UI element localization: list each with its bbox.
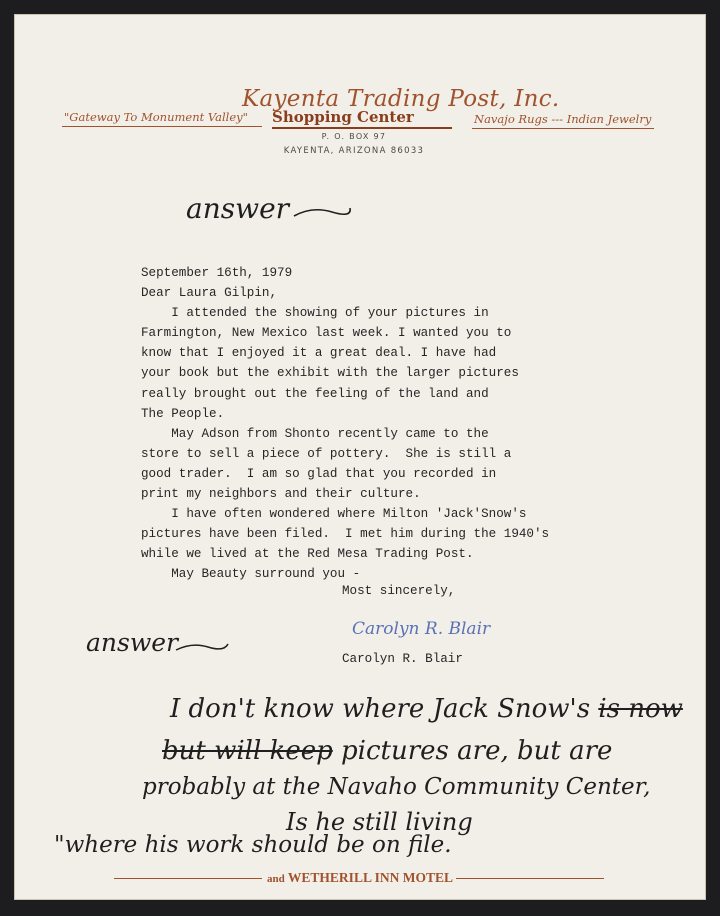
handwritten-answer-top: answer [186,192,290,225]
handwritten-answer-label: answer [86,628,178,657]
letter-line: print my neighbors and their culture. [141,487,421,502]
letter-body [141,263,549,585]
footer-motel: WETHERILL INN MOTEL [287,870,453,885]
reply-line-2 [162,736,612,766]
letterhead-center: Shopping Center [272,108,414,126]
reply-line-1 [170,694,683,724]
footer-rule-right [456,878,604,879]
letter-page [14,14,706,900]
letter-line: while we lived at the Red Mesa Trading Post. [141,547,474,562]
letter-line: good trader. I am so glad that you recorded in [141,466,497,481]
reply-line-1-struck: is now [598,694,683,724]
reply-line-2-struck: but will keep [162,736,333,766]
letter-line: The People. [141,406,225,421]
reply-line-4: Is he still living [286,808,473,836]
letter-date: September 16th, 1979 [141,266,293,280]
answer-flourish [292,202,352,222]
reply-line-1-text: I don't know where Jack Snow's [170,694,591,724]
letter-line: Farmington, New Mexico last week. I wanted you to [141,326,512,341]
reply-line-5: "where his work should be on file. [54,832,452,858]
letter-line: May Adson from Shonto recently came to the [141,426,489,441]
reply-line-3: probably at the Navaho Community Center, [142,774,651,800]
answer-flourish-2 [174,638,230,656]
letter-line: your book but the exhibit with the larger pictures [141,366,519,381]
letterhead-rule-right [472,128,654,129]
letterhead-rule-left [62,126,262,127]
letter-line: know that I enjoyed it a great deal. I have had [141,346,497,361]
letterhead-city: KAYENTA, ARIZONA 86033 [283,146,425,156]
letterhead-rule-center [272,127,452,129]
letterhead-tagline-left: "Gateway To Monument Valley" [64,110,248,124]
typed-name: Carolyn R. Blair [342,652,463,666]
signature: Carolyn R. Blair [352,619,491,639]
letter-line: I have often wondered where Milton 'Jack'Snow's [141,507,527,522]
letterhead-company: Kayenta Trading Post, Inc. [242,86,560,112]
letter-line: May Beauty surround you - [141,567,361,582]
letter-line: I attended the showing of your pictures in [141,306,489,321]
letter-closing: Most sincerely, [342,584,456,598]
letter-line: pictures have been filed. I met him during the 1940's [141,527,550,542]
letterhead-tagline-right: Navajo Rugs --- Indian Jewelry [474,112,652,126]
reply-line-2-text: pictures are, but are [341,736,613,766]
letter-line: really brought out the feeling of the land and [141,386,489,401]
letterhead-po-box: P. O. BOX 97 [321,132,387,141]
footer-and: and [267,873,285,885]
letter-line: store to sell a piece of pottery. She is still a [141,446,512,461]
letter-salutation: Dear Laura Gilpin, [141,286,278,301]
